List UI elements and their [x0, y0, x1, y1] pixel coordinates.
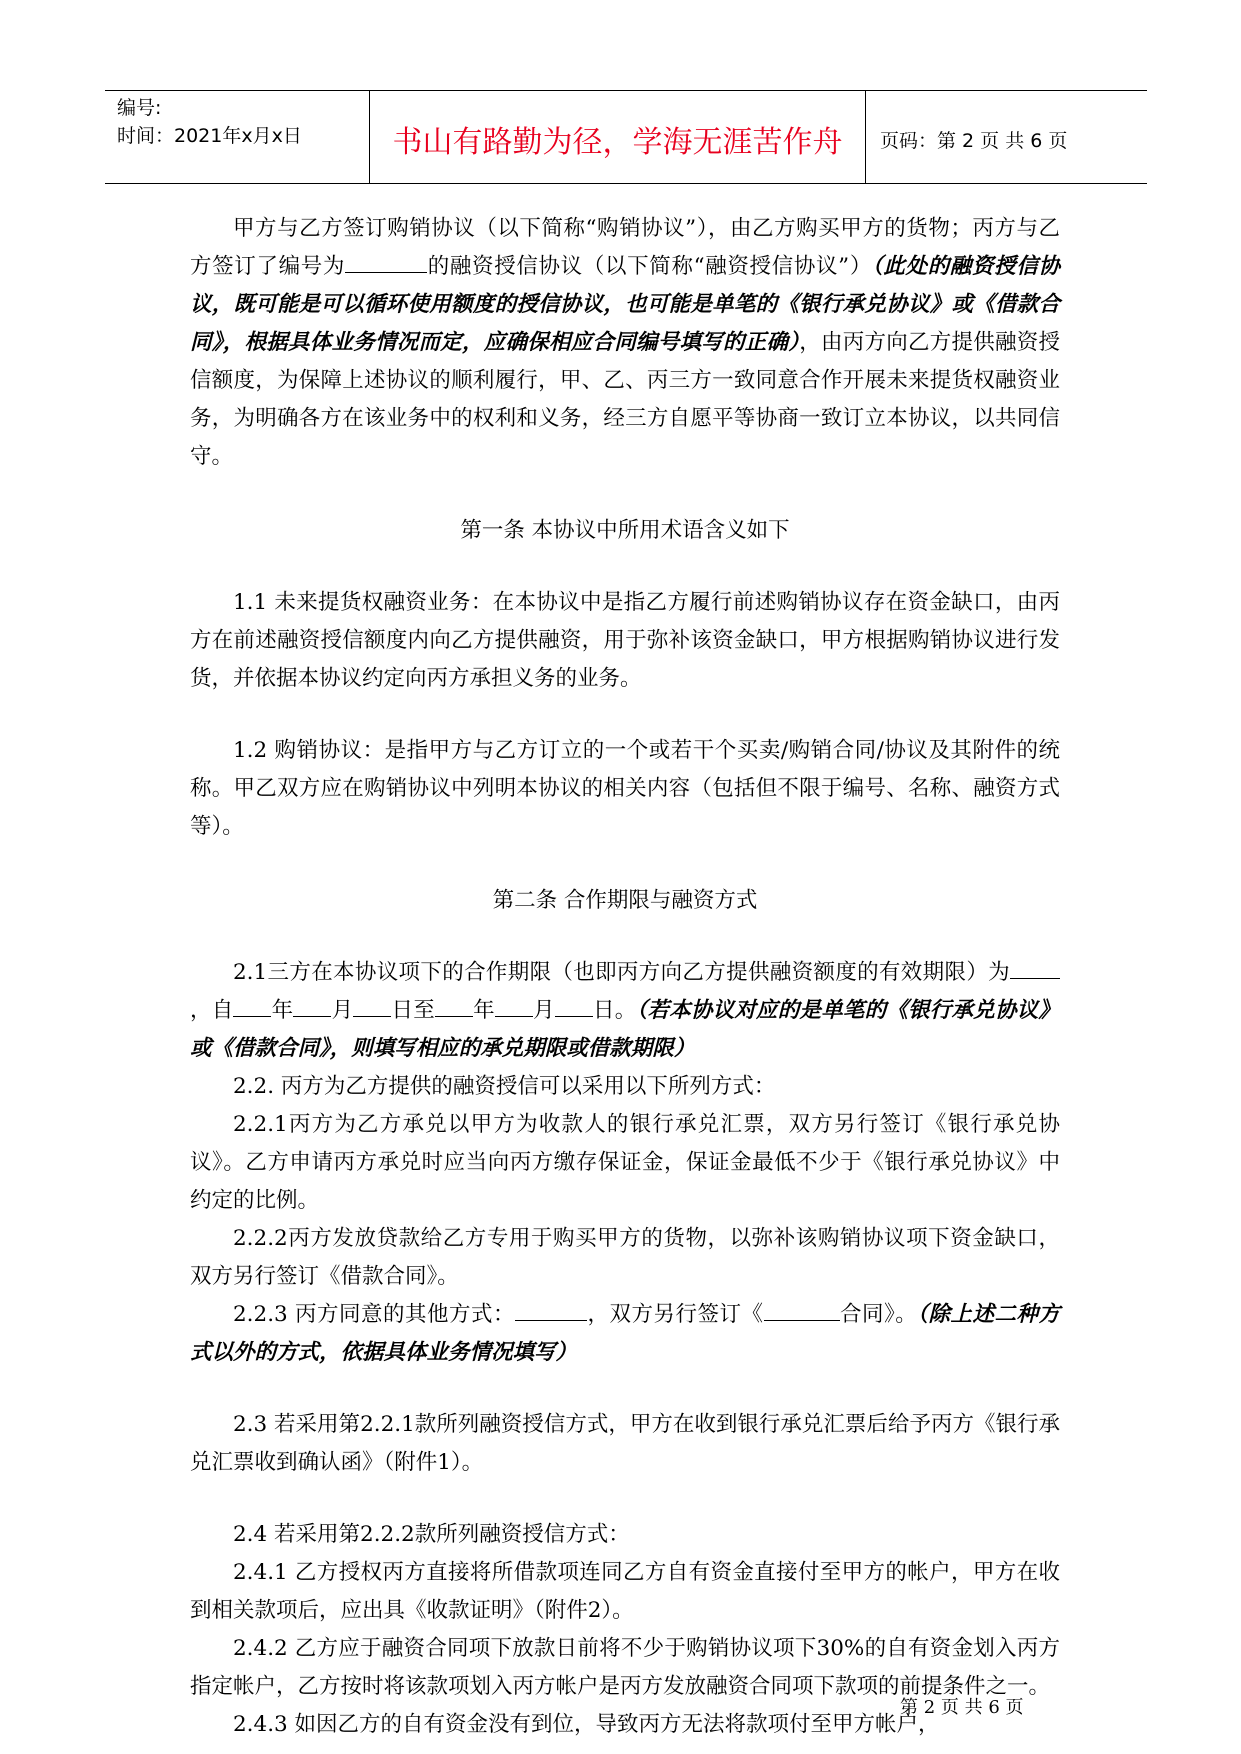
- clause-2-2-2: 2.2.2丙方发放贷款给乙方专用于购买甲方的货物，以弥补该购销协议项下资金缺口，双方另行签订《借款合同》。: [190, 1226, 1060, 1289]
- header-page-info: 页码：第 2 页 共 6 页: [880, 130, 1068, 152]
- clause-1-1: 1.1 未来提货权融资业务：在本协议中是指乙方履行前述购销协议存在资金缺口，由丙方在前述融资授信额度内向乙方提供融资，用于弥补该资金缺口，甲方根据购销协议进行发货，并依据本协议约定向丙方承担义务的业务。: [190, 590, 1060, 691]
- end-month-label: 月: [532, 998, 555, 1023]
- header-center-cell: [370, 91, 866, 183]
- clause-2-4-2: 2.4.2 乙方应于融资合同项下放款日前将不少于购销协议项下30%的自有资金划入丙方指定帐户，乙方按时将该款项划入丙方帐户是丙方发放融资合同项下款项的前提条件之一。: [190, 1636, 1060, 1699]
- intro-text-1: 甲方与乙方签订购销协议（以下简称“购销协议”），由乙方购买甲方的货物；丙方与乙方签订了编号为: [190, 216, 1060, 279]
- start-year-blank: [233, 992, 271, 1017]
- document-number-label: 编号:: [117, 97, 162, 119]
- clause-2-2-3-sign: ，双方另行签订《: [587, 1302, 764, 1327]
- term-blank: [1010, 954, 1060, 979]
- article-2-title: 第二条 合作期限与融资方式: [492, 888, 758, 913]
- header-table: [105, 90, 1147, 184]
- clause-2-1: [190, 954, 1060, 1068]
- clause-2-4: 2.4 若采用第2.2.2款所列融资授信方式：: [233, 1522, 630, 1547]
- document-body: [190, 210, 1060, 1744]
- clause-2-2-3-text: 2.2.3 丙方同意的其他方式：: [233, 1302, 516, 1327]
- clause-2-2-3-note: （除上述二种方式以外的方式，依据具体业务情况填写）: [190, 1302, 1060, 1365]
- article-1-title: 第一条 本协议中所用术语含义如下: [460, 518, 790, 543]
- clause-2-2: 2.2. 丙方为乙方提供的融资授信可以采用以下所列方式：: [233, 1074, 776, 1099]
- start-day-label: 日至: [391, 998, 435, 1023]
- end-year-blank: [435, 992, 473, 1017]
- end-day-blank: [555, 992, 593, 1017]
- clause-2-2-1: 2.2.1丙方为乙方承兑以甲方为收款人的银行承兑汇票，双方另行签订《银行承兑协议》。乙方申请丙方承兑时应当向丙方缴存保证金，保证金最低不少于《银行承兑协议》中约定的比例。: [190, 1112, 1060, 1213]
- clause-2-4-1: 2.4.1 乙方授权丙方直接将所借款项连同乙方自有资金直接付至甲方的帐户，甲方在收到相关款项后，应出具《收款证明》（附件2）。: [190, 1560, 1060, 1623]
- clause-2-1-from: ，自: [190, 998, 234, 1023]
- contract-name-blank: [764, 1296, 840, 1321]
- intro-text-2: 的融资授信协议（以下简称“融资授信协议”）: [427, 254, 872, 279]
- intro-note: （此处的融资授信协议，既可能是可以循环使用额度的授信协议，也可能是单笔的《银行承兑协议》或《借款合同》，根据具体业务情况而定，应确保相应合同编号填写的正确）: [190, 254, 1060, 355]
- other-method-blank: [515, 1296, 587, 1321]
- clause-2-2-3: [190, 1296, 1060, 1372]
- start-year-label: 年: [271, 998, 294, 1023]
- start-month-blank: [293, 992, 331, 1017]
- intro-text-3: ，由丙方向乙方提供融资授信额度，为保障上述协议的顺利履行，甲、乙、丙三方一致同意合作开展未来提货权融资业务，为明确各方在该业务中的权利和义务，经三方自愿平等协商一致订立本协议，以共同信守。: [190, 330, 1060, 469]
- document-time-label: 时间：2021年x月x日: [117, 125, 302, 147]
- end-year-label: 年: [472, 998, 495, 1023]
- page-footer: 第 2 页 共 6 页: [900, 1697, 1024, 1718]
- header-motto: 书山有路勤为径，学海无涯苦作舟: [392, 125, 843, 160]
- clause-1-2: 1.2 购销协议：是指甲方与乙方订立的一个或若干个买卖/购销合同/协议及其附件的统称。甲乙双方应在购销协议中列明本协议的相关内容（包括但不限于编号、名称、融资方式等）。: [190, 738, 1060, 839]
- start-day-blank: [353, 992, 391, 1017]
- header-left-cell: [105, 91, 370, 183]
- header-right-cell: [866, 91, 1147, 183]
- clause-2-2-3-contract: 合同》。: [839, 1302, 918, 1327]
- intro-paragraph: [190, 210, 1060, 476]
- end-month-blank: [495, 992, 533, 1017]
- clause-2-4-3: 2.4.3 如因乙方的自有资金没有到位，导致丙方无法将款项付至甲方帐户，: [233, 1712, 940, 1737]
- contract-number-blank: [345, 248, 427, 273]
- clause-2-3: 2.3 若采用第2.2.1款所列融资授信方式，甲方在收到银行承兑汇票后给予丙方《银行承兑汇票收到确认函》（附件1）。: [190, 1412, 1060, 1475]
- clause-2-1-text: 2.1三方在本协议项下的合作期限（也即丙方向乙方提供融资额度的有效期限）为: [233, 960, 1010, 985]
- start-month-label: 月: [331, 998, 354, 1023]
- end-day-label: 日。: [592, 998, 637, 1023]
- clause-2-1-note: （若本协议对应的是单笔的《银行承兑协议》或《借款合同》，则填写相应的承兑期限或借款期限）: [190, 998, 1060, 1061]
